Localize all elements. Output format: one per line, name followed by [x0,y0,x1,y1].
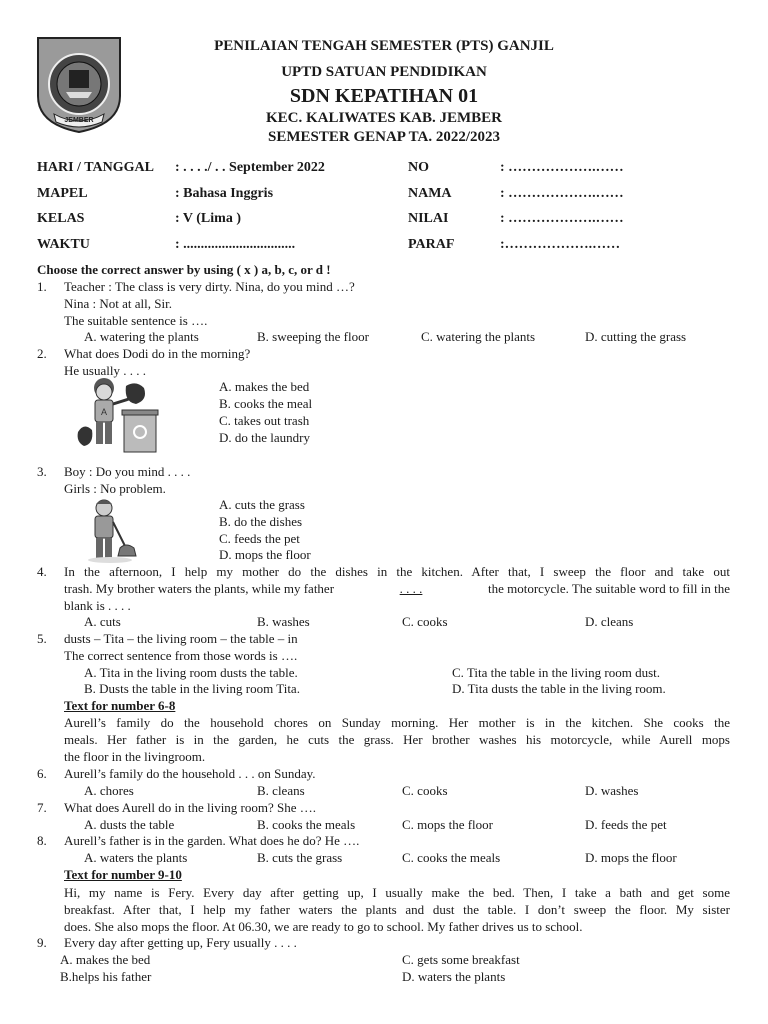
info-value-name: : ……………….…… [500,186,624,201]
passage-9-10-line3: does. She also mops the floor. At 06.30, we are ready to go to school. My father drives us to school. [64,919,583,934]
q7-number: 7. [37,800,47,815]
q8-option-d[interactable]: D. mops the floor [585,850,677,865]
q8-option-b[interactable]: B. cuts the grass [257,850,343,865]
q7-option-a[interactable]: A. dusts the table [84,817,175,832]
info-value-class: : V (Lima ) [175,211,241,226]
info-label-score: NILAI [408,211,449,226]
q2-option-d[interactable]: D. do the laundry [219,430,310,445]
mopping-boy-illustration [80,498,144,564]
q2-line1: What does Dodi do in the morning? [64,346,251,361]
q5-line2: The correct sentence from those words is …. [64,648,298,663]
info-label-time: WAKTU [37,237,90,252]
q2-option-b[interactable]: B. cooks the meal [219,396,313,411]
q1-option-c[interactable]: C. watering the plants [421,329,536,344]
q3-line2: Girls : No problem. [64,481,166,496]
q9-number: 9. [37,935,47,950]
q9-option-d[interactable]: D. waters the plants [402,969,506,984]
passage-9-10-line1: Hi, my name is Fery. Every day after getting up, I usually make the bed. Then, I take a bath and get some [64,885,730,900]
passage-6-8-line2: meals. Her father is in the garden, he cuts the grass. Her brother washes his motorcycle, while Aurell mops [64,732,730,747]
q7-line1: What does Aurell do in the living room? She …. [64,800,317,815]
q7-option-d[interactable]: D. feeds the pet [585,817,667,832]
info-label-date: HARI / TANGGAL [37,160,154,175]
info-label-no: NO [408,160,429,175]
exam-title: PENILAIAN TENGAH SEMESTER (PTS) GANJIL [214,38,554,54]
q5-line1: dusts – Tita – the living room – the table – in [64,631,298,646]
info-value-no: : ……………….…… [500,160,624,175]
q3-number: 3. [37,464,47,479]
q2-line2: He usually . . . . [64,363,146,378]
info-value-sign: :……………….…… [500,237,621,252]
passage-6-8-title: Text for number 6-8 [64,698,176,713]
q5-option-b[interactable]: B. Dusts the table in the living room Tita. [84,681,300,696]
q4-option-c[interactable]: C. cooks [402,614,448,629]
q4-number: 4. [37,564,47,579]
q5-option-d[interactable]: D. Tita dusts the table in the living room. [452,681,666,696]
info-label-sign: PARAF [408,237,455,252]
q3-line1: Boy : Do you mind . . . . [64,464,191,479]
unit-name: UPTD SATUAN PENDIDIKAN [281,64,487,80]
q8-line1: Aurell’s father is in the garden. What does he do? He …. [64,833,360,848]
svg-text:JEMBER: JEMBER [64,117,94,124]
q1-line3: The suitable sentence is …. [64,313,208,328]
q6-option-c[interactable]: C. cooks [402,783,448,798]
q4-blank: . . . . [399,581,423,596]
q2-number: 2. [37,346,47,361]
instruction: Choose the correct answer by using ( x ) a, b, c, or d ! [37,262,331,277]
q4-line2-part3: the motorcycle. The suitable word to fill in the [487,581,730,596]
q7-option-c[interactable]: C. mops the floor [402,817,493,832]
q2-option-c[interactable]: C. takes out trash [219,413,310,428]
q2-option-a[interactable]: A. makes the bed [219,379,310,394]
q8-option-c[interactable]: C. cooks the meals [402,850,501,865]
q3-option-a[interactable]: A. cuts the grass [219,497,305,512]
passage-6-8-line3: the floor in the livingroom. [64,749,206,764]
q5-option-c[interactable]: C. Tita the table in the living room dust. [452,665,660,680]
trash-boy-illustration [74,376,166,456]
info-value-time: : ................................ [175,237,296,252]
q3-option-b[interactable]: B. do the dishes [219,514,303,529]
q9-option-c[interactable]: C. gets some breakfast [402,952,520,967]
q9-option-a[interactable]: A. makes the bed [60,952,151,967]
q5-number: 5. [37,631,47,646]
q9-line1: Every day after getting up, Fery usually . . . . [64,935,297,950]
q4-line2-part1: trash. My brother waters the plants, while my father [64,581,335,596]
q6-option-b[interactable]: B. cleans [257,783,305,798]
info-value-score: : ……………….…… [500,211,624,226]
q8-number: 8. [37,833,47,848]
q4-line1: In the afternoon, I help my mother do the dishes in the kitchen. After that, I sweep the floor and take out [64,564,730,579]
passage-6-8-line1: Aurell’s family do the household chores on Sunday morning. Her mother is in the kitchen. She cooks the [64,715,730,730]
q4-option-b[interactable]: B. washes [257,614,310,629]
passage-9-10-title: Text for number 9-10 [64,867,182,882]
school-name: SDN KEPATIHAN 01 [289,85,479,107]
q4-option-a[interactable]: A. cuts [84,614,121,629]
q3-option-d[interactable]: D. mops the floor [219,547,311,562]
q6-number: 6. [37,766,47,781]
q7-option-b[interactable]: B. cooks the meals [257,817,356,832]
q1-option-d[interactable]: D. cutting the grass [585,329,687,344]
q4-line2 [64,580,730,597]
q3-option-c[interactable]: C. feeds the pet [219,531,300,546]
info-value-date: : . . . ./ . . September 2022 [175,160,325,175]
q8-option-a[interactable]: A. waters the plants [84,850,188,865]
q1-option-b[interactable]: B. sweeping the floor [257,329,369,344]
q6-option-d[interactable]: D. washes [585,783,639,798]
q6-option-a[interactable]: A. chores [84,783,134,798]
q9-option-b[interactable]: B.helps his father [60,969,152,984]
info-label-subject: MAPEL [37,186,88,201]
q1-option-a[interactable]: A. watering the plants [84,329,199,344]
info-label-class: KELAS [37,211,85,226]
q1-line1: Teacher : The class is very dirty. Nina, do you mind …? [64,279,355,294]
q6-line1: Aurell’s family do the household . . . on Sunday. [64,766,316,781]
q1-line2: Nina : Not at all, Sir. [64,296,172,311]
svg-text:A: A [100,407,108,417]
district: KEC. KALIWATES KAB. JEMBER [265,110,502,126]
info-value-subject: : Bahasa Inggris [175,186,274,201]
passage-9-10-line2: breakfast. After that, I help my father waters the plants and dust the table. I don’t sweep the floor. My sister [64,902,730,917]
info-label-name: NAMA [408,186,452,201]
q4-option-d[interactable]: D. cleans [585,614,634,629]
q5-option-a[interactable]: A. Tita in the living room dusts the table. [84,665,298,680]
q1-number: 1. [37,279,47,294]
q4-line3: blank is . . . . [64,598,131,613]
semester: SEMESTER GENAP TA. 2022/2023 [268,129,500,145]
